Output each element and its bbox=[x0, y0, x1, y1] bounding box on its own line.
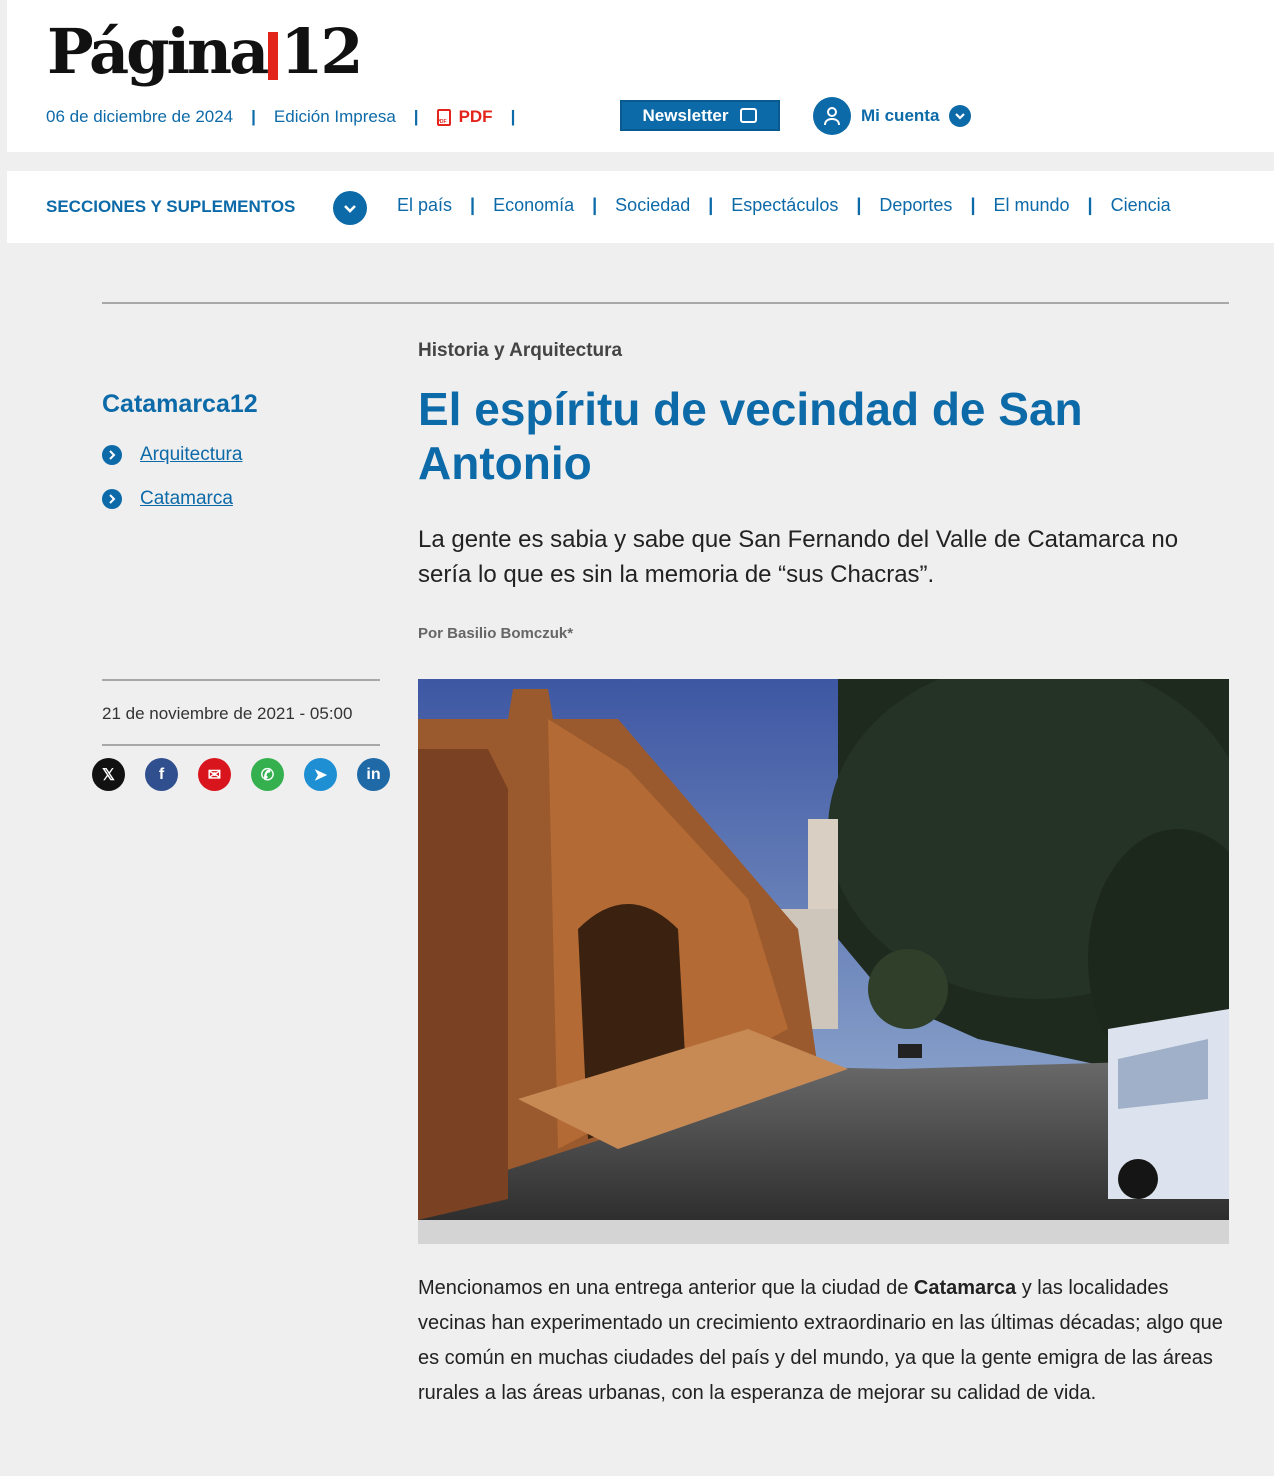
user-icon bbox=[813, 97, 851, 135]
account-menu[interactable] bbox=[813, 97, 971, 135]
publish-date: 21 de noviembre de 2021 - 05:00 bbox=[102, 704, 353, 723]
divider bbox=[102, 302, 1229, 304]
pdf-icon bbox=[437, 109, 451, 126]
separator: | bbox=[1087, 195, 1093, 215]
account-label: Mi cuenta bbox=[861, 106, 940, 125]
nav-item-deportes[interactable]: Deportes bbox=[879, 195, 953, 215]
tag-link-arquitectura[interactable]: Arquitectura bbox=[140, 444, 243, 465]
chevron-down-icon bbox=[949, 105, 971, 127]
email-icon[interactable]: ✉ bbox=[198, 758, 231, 791]
separator: | bbox=[708, 195, 714, 215]
divider bbox=[102, 744, 380, 746]
logo-number: 12 bbox=[280, 15, 361, 88]
tag-link-catamarca[interactable]: Catamarca bbox=[140, 488, 233, 509]
chevron-right-icon bbox=[102, 489, 122, 509]
divider bbox=[102, 679, 380, 681]
telegram-icon[interactable]: ➤ bbox=[304, 758, 337, 791]
section-title[interactable]: Catamarca12 bbox=[102, 390, 258, 418]
separator: | bbox=[510, 107, 516, 126]
pdf-label: PDF bbox=[458, 107, 493, 126]
share-bar bbox=[92, 758, 390, 791]
separator: | bbox=[470, 195, 476, 215]
nav-item-el-pais[interactable]: El país bbox=[397, 195, 453, 215]
article-lead: La gente es sabia y sabe que San Fernando del Valle de Catamarca no sería lo que es sin la memoria de “sus Chacras”. bbox=[418, 526, 1179, 588]
body-text-end: y las localidades vecinas han experimentado un crecimiento extraordinario en las últimas décadas; algo que es común en muchas ciudades del país y del mundo, ya que la gente emigra de las áreas rurales a las áreas urbanas, con la esperanza de mejorar su calidad de vida. bbox=[418, 1277, 1223, 1404]
logo-text: Página bbox=[47, 15, 267, 88]
article-kicker: Historia y Arquitectura bbox=[418, 340, 623, 361]
article-byline: Por Basilio Bomczuk* bbox=[418, 625, 574, 642]
newsletter-label: Newsletter bbox=[642, 105, 729, 125]
separator: | bbox=[856, 195, 862, 215]
header-topline bbox=[46, 104, 533, 130]
tag-item bbox=[102, 488, 233, 510]
logo-bar bbox=[268, 32, 278, 80]
mail-icon bbox=[740, 108, 757, 123]
body-text-bold: Catamarca bbox=[913, 1277, 1017, 1299]
site-header bbox=[7, 0, 1274, 152]
edicion-impresa-link[interactable]: Edición Impresa bbox=[273, 107, 396, 126]
tag-item bbox=[102, 444, 242, 466]
article-photo[interactable] bbox=[418, 679, 1229, 1220]
body-text-start: Mencionamos en una entrega anterior que la ciudad de bbox=[418, 1277, 914, 1299]
sections-title[interactable]: SECCIONES Y SUPLEMENTOS bbox=[46, 197, 296, 216]
pdf-link[interactable] bbox=[437, 107, 493, 127]
article-body-paragraph bbox=[418, 1271, 1228, 1411]
whatsapp-icon[interactable]: ✆ bbox=[251, 758, 284, 791]
photo-caption-bar bbox=[418, 1220, 1229, 1244]
newsletter-button[interactable] bbox=[620, 100, 780, 131]
article-headline: El espíritu de vecindad de San Antonio bbox=[418, 383, 1083, 489]
header-date: 06 de diciembre de 2024 bbox=[46, 107, 234, 126]
chevron-right-icon bbox=[102, 445, 122, 465]
nav-item-sociedad[interactable]: Sociedad bbox=[615, 195, 691, 215]
nav-item-el-mundo[interactable]: El mundo bbox=[993, 195, 1070, 215]
nav-item-economia[interactable]: Economía bbox=[493, 195, 575, 215]
x-icon[interactable]: 𝕏 bbox=[92, 758, 125, 791]
separator: | bbox=[251, 107, 256, 126]
sections-toggle-chevron-icon[interactable] bbox=[333, 191, 367, 225]
sections-nav bbox=[7, 171, 1274, 243]
separator: | bbox=[970, 195, 976, 215]
nav-items bbox=[397, 195, 1171, 216]
site-logo[interactable] bbox=[47, 12, 361, 92]
nav-item-ciencia[interactable]: Ciencia bbox=[1110, 195, 1171, 215]
facebook-icon[interactable]: f bbox=[145, 758, 178, 791]
nav-item-espectaculos[interactable]: Espectáculos bbox=[731, 195, 839, 215]
separator: | bbox=[413, 107, 419, 126]
linkedin-icon[interactable]: in bbox=[357, 758, 390, 791]
separator: | bbox=[592, 195, 598, 215]
